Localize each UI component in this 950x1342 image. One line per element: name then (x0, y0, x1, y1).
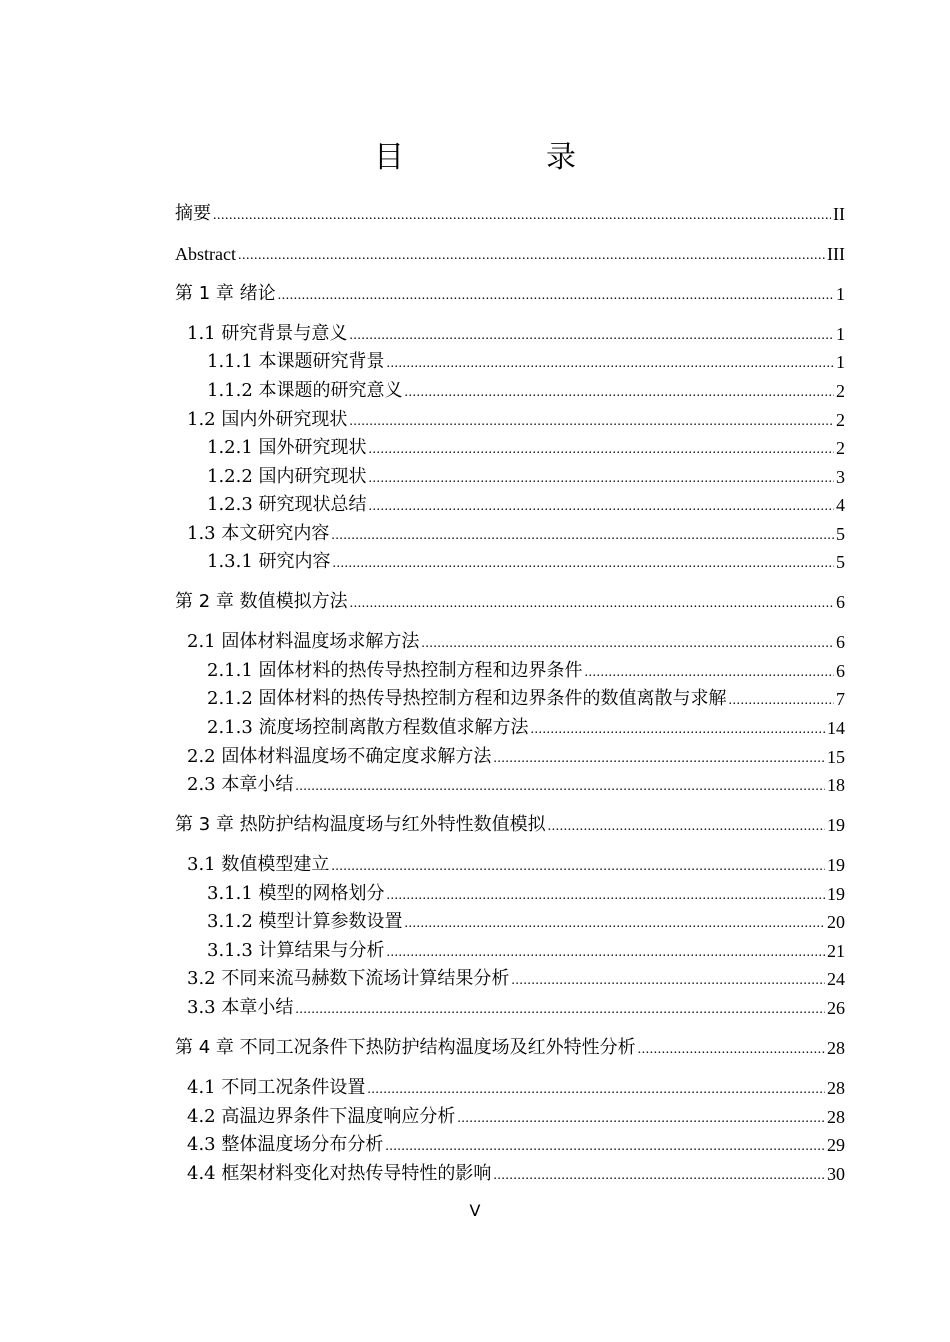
toc-entry[interactable] (175, 465, 845, 489)
toc-leader-dots (369, 440, 834, 460)
toc-leader-dots (295, 1000, 825, 1020)
toc-entry-page: 19 (827, 884, 845, 904)
toc-entry-page: 24 (827, 969, 845, 989)
toc-leader-dots (585, 663, 834, 683)
toc-entry[interactable] (175, 882, 845, 906)
toc-leader-dots (405, 914, 825, 934)
toc-leader-dots (333, 554, 834, 574)
toc-leader-dots (350, 594, 834, 614)
toc-leader-dots (369, 497, 834, 517)
toc-entry-page: 19 (827, 815, 845, 835)
toc-entry[interactable] (175, 1036, 845, 1060)
toc-entry-page: 26 (827, 998, 845, 1018)
toc-entry-page: 20 (827, 912, 845, 932)
toc-entry-page: 2 (836, 410, 845, 430)
toc-entry-label: 2.2 固体材料温度场不确定度求解方法 (187, 746, 492, 767)
toc-entry-label: 第 1 章 绪论 (175, 283, 276, 304)
toc-entry-page: 28 (827, 1038, 845, 1058)
toc-entry[interactable] (175, 1105, 845, 1129)
toc-entry-page: 6 (836, 632, 845, 652)
toc-entry[interactable] (175, 242, 845, 266)
toc-entry-page: 15 (827, 747, 845, 767)
toc-entry-page: 28 (827, 1078, 845, 1098)
toc-leader-dots (493, 1166, 825, 1186)
toc-entry[interactable] (175, 813, 845, 837)
toc-entry-page: 3 (836, 467, 845, 487)
toc-leader-dots (385, 1137, 825, 1157)
toc-leader-dots (367, 1080, 825, 1100)
toc-leader-dots (405, 383, 834, 403)
toc-entry-label: 4.1 不同工况条件设置 (187, 1077, 366, 1098)
toc-entry[interactable] (175, 522, 845, 546)
toc-entry[interactable] (175, 716, 845, 740)
toc-entry-label: 1.1 研究背景与意义 (187, 323, 348, 344)
toc-entry[interactable] (175, 322, 845, 346)
toc-leader-dots (511, 971, 825, 991)
toc-entry-label: 4.2 高温边界条件下温度响应分析 (187, 1106, 456, 1127)
toc-entry-page: 4 (836, 495, 845, 515)
toc-entry-page: 14 (827, 718, 845, 738)
toc-entry-page: 1 (836, 284, 845, 304)
toc-leader-dots (295, 777, 825, 797)
toc-entry-page: 19 (827, 855, 845, 875)
toc-leader-dots (349, 326, 834, 346)
toc-entry-label: 4.3 整体温度场分布分析 (187, 1134, 384, 1155)
toc-entry-label: 2.1.3 流度场控制离散方程数值求解方法 (207, 717, 529, 738)
toc-entry-label: Abstract (175, 244, 236, 264)
toc-entry-label: 1.2.2 国内研究现状 (207, 466, 367, 487)
toc-entry-label: 1.2 国内外研究现状 (187, 409, 348, 430)
toc-entry[interactable] (175, 659, 845, 683)
toc-leader-dots (421, 634, 834, 654)
toc-leader-dots (238, 246, 825, 266)
toc-leader-dots (331, 857, 825, 877)
toc-entry[interactable] (175, 202, 845, 226)
toc-entry[interactable] (175, 1076, 845, 1100)
toc-entry-label: 第 2 章 数值模拟方法 (175, 591, 348, 612)
toc-entry-page: 5 (836, 524, 845, 544)
toc-entry-label: 第 4 章 不同工况条件下热防护结构温度场及红外特性分析 (175, 1037, 636, 1058)
toc-entry-page: 5 (836, 552, 845, 572)
toc-entry-label: 2.1.2 固体材料的热传导热控制方程和边界条件的数值离散与求解 (207, 688, 727, 709)
toc-entry-page: 2 (836, 438, 845, 458)
toc-entry-label: 3.3 本章小结 (187, 997, 294, 1018)
toc-entry[interactable] (175, 379, 845, 403)
toc-entry-page: 28 (827, 1107, 845, 1127)
toc-entry-label: 3.1.1 模型的网格划分 (207, 883, 385, 904)
toc-entry[interactable] (175, 630, 845, 654)
toc-entry-label: 3.1 数值模型建立 (187, 854, 330, 875)
toc-entry-label: 摘要 (175, 203, 211, 224)
toc-entry[interactable] (175, 408, 845, 432)
toc-entry-label: 1.3.1 研究内容 (207, 551, 331, 572)
toc-entry-label: 2.1.1 固体材料的热传导热控制方程和边界条件 (207, 660, 583, 681)
toc-entry[interactable] (175, 282, 845, 306)
toc-entry[interactable] (175, 1162, 845, 1186)
toc-entry[interactable] (175, 745, 845, 769)
toc-entry[interactable] (175, 773, 845, 797)
toc-entry-label: 2.3 本章小结 (187, 774, 294, 795)
toc-entry[interactable] (175, 996, 845, 1020)
toc-entry[interactable] (175, 590, 845, 614)
toc-entry-label: 1.2.1 国外研究现状 (207, 437, 367, 458)
toc-entry-page: 21 (827, 941, 845, 961)
toc-entry[interactable] (175, 550, 845, 574)
toc-entry[interactable] (175, 853, 845, 877)
toc-entry-page: 6 (836, 592, 845, 612)
toc-entry[interactable] (175, 687, 845, 711)
toc-entry-page: 1 (836, 324, 845, 344)
toc-leader-dots (387, 943, 825, 963)
toc-entry[interactable] (175, 350, 845, 374)
toc-entry-label: 1.3 本文研究内容 (187, 523, 330, 544)
page-number: V (469, 1201, 481, 1220)
toc-leader-dots (548, 817, 825, 837)
toc-entry-page: 7 (836, 689, 845, 709)
toc-entry-page: 30 (827, 1164, 845, 1184)
toc-leader-dots (457, 1109, 825, 1129)
toc-entry-page: 1 (836, 352, 845, 372)
toc-entry-label: 3.1.2 模型计算参数设置 (207, 911, 403, 932)
toc-entry-label: 1.1.2 本课题的研究意义 (207, 380, 403, 401)
toc-entry-label: 2.1 固体材料温度场求解方法 (187, 631, 420, 652)
toc-entry-page: 18 (827, 775, 845, 795)
toc-entry[interactable] (175, 939, 845, 963)
toc-entry-label: 4.4 框架材料变化对热传导特性的影响 (187, 1163, 492, 1184)
toc-entry-label: 3.1.3 计算结果与分析 (207, 940, 385, 961)
toc-leader-dots (349, 412, 834, 432)
toc-entry-page: III (827, 244, 845, 264)
toc-leader-dots (387, 886, 825, 906)
toc-leader-dots (331, 526, 834, 546)
toc-entry-label: 第 3 章 热防护结构温度场与红外特性数值模拟 (175, 814, 546, 835)
toc-leader-dots (638, 1040, 825, 1060)
toc-entry[interactable] (175, 967, 845, 991)
toc-entry-label: 1.2.3 研究现状总结 (207, 494, 367, 515)
toc-entry-label: 3.2 不同来流马赫数下流场计算结果分析 (187, 968, 510, 989)
toc-entry-label: 1.1.1 本课题研究背景 (207, 351, 385, 372)
toc-entry[interactable] (175, 493, 845, 517)
toc-entry[interactable] (175, 436, 845, 460)
toc-entry-page: 29 (827, 1135, 845, 1155)
toc-leader-dots (369, 469, 834, 489)
toc-leader-dots (213, 206, 831, 226)
toc-leader-dots (387, 354, 834, 374)
toc-entry[interactable] (175, 1133, 845, 1157)
toc-entry-page: 2 (836, 381, 845, 401)
toc-leader-dots (729, 691, 834, 711)
toc-leader-dots (493, 749, 825, 769)
toc-leader-dots (531, 720, 825, 740)
toc-entry-page: 6 (836, 661, 845, 681)
toc-entry-page: II (833, 204, 845, 224)
page-title: 目 录 (374, 140, 632, 175)
toc-leader-dots (278, 286, 834, 306)
toc-entry[interactable] (175, 910, 845, 934)
